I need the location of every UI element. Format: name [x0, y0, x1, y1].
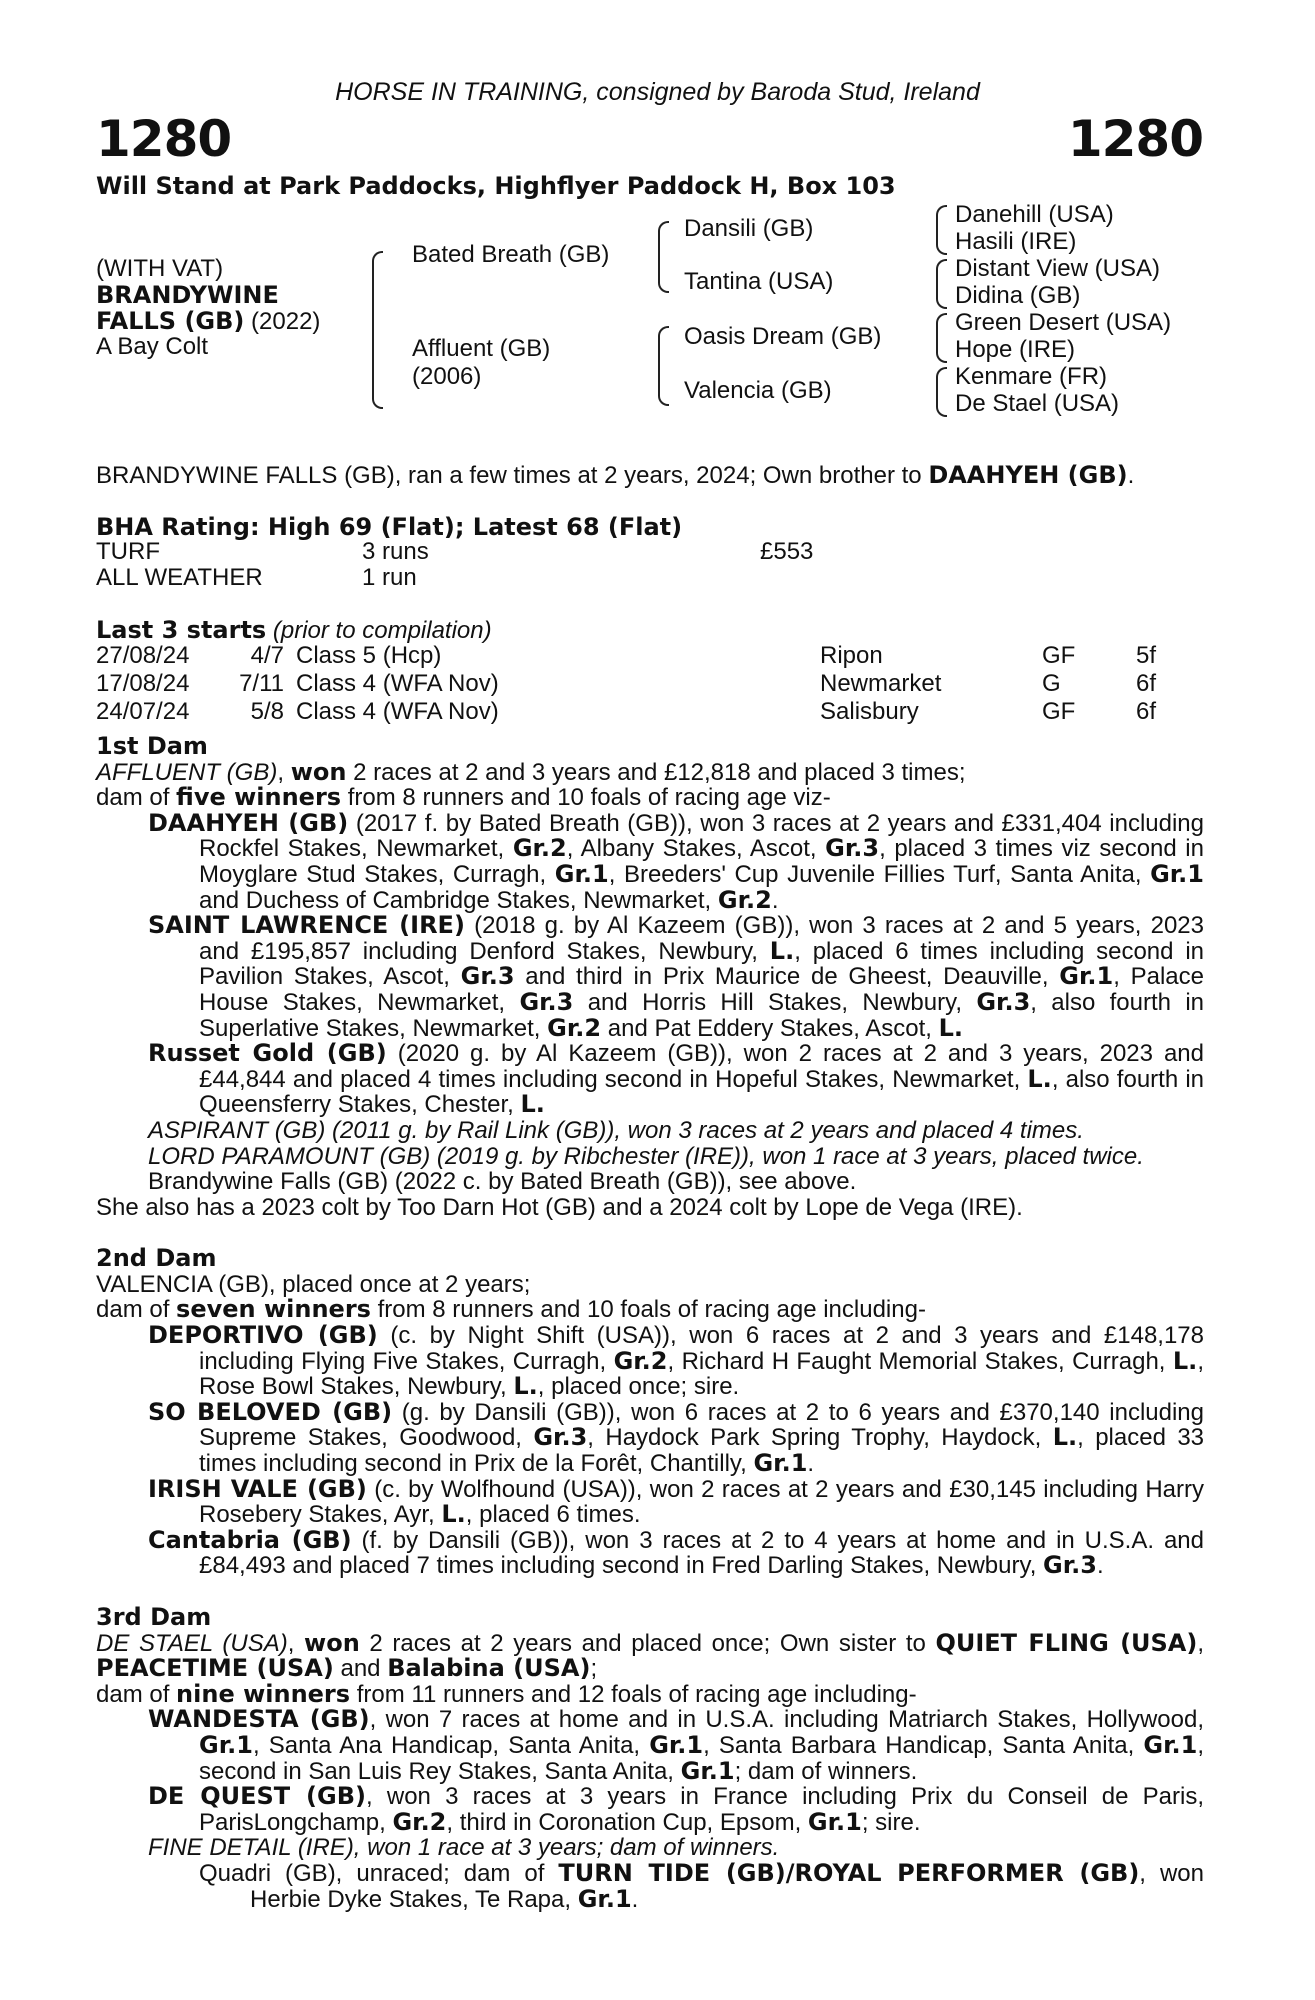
family-section [96, 734, 1204, 1912]
last-starts-title: Last 3 starts (prior to compilation) [96, 616, 492, 644]
table-row: 24/07/24 5/8 Class 4 (WFA Nov) Salisbury GF 6f [96, 698, 1157, 725]
brace-g1 [936, 205, 947, 255]
sire-dam: Tantina (USA) [684, 268, 834, 295]
produce-wandesta: WANDESTA (GB), won 7 races at home and in U.S.A. including Matriarch Stakes, Hollywood, Gr.1, Santa Ana Handicap, Santa Anita, Gr.1, Santa Barbara Handicap, Santa Anita, Gr.1, second in San Luis Rey Stakes, Santa Anita, Gr.1; dam of winners. [148, 1705, 1204, 1785]
brace-sire [658, 221, 669, 293]
dam-dam: Valencia (GB) [684, 377, 832, 404]
first-dam-produce: dam of five winners from 8 runners and 10 foals of racing age viz- [96, 783, 831, 812]
produce-irish-vale: IRISH VALE (GB) (c. by Wolfhound (USA)), won 2 races at 2 years and £30,145 including Harry Rosebery Stakes, Ayr, L., placed 6 times. [148, 1474, 1204, 1529]
brace-g4 [936, 367, 947, 417]
rating-row-aw: ALL WEATHER [96, 564, 263, 591]
sire: Bated Breath (GB) [412, 241, 610, 268]
produce-saint-lawrence: SAINT LAWRENCE (IRE) (2018 g. by Al Kazeem (GB)), won 3 races at 2 and 5 years, 2023 and £195,857 including Denford Stakes, Newbury, L., placed 6 times including second in Pavilion Stakes, Ascot, Gr.3 and third in Prix Maurice de Gheest, Deauville, Gr.1, Palace House Stakes, Newmarket, Gr.3 and Horris Hill Stakes, Newbury, Gr.3, also fourth in Superlative Stakes, Newmarket, Gr.2 and Pat Eddery Stakes, Ascot, L. [148, 911, 1205, 1042]
produce-deportivo: DEPORTIVO (GB) (c. by Night Shift (USA)), won 6 races at 2 and 3 years and £148,178 including Flying Five Stakes, Curragh, Gr.2, Richard H Faught Memorial Stakes, Curragh, L., Rose Bowl Stakes, Newbury, L., placed once; sire. [148, 1321, 1205, 1401]
foaled-year: (2022) [244, 308, 321, 335]
second-dam-line: VALENCIA (GB), placed once at 2 years; [96, 1270, 531, 1298]
turf-runs: 3 runs [362, 538, 429, 565]
aw-runs: 1 run [362, 564, 417, 591]
grandparent-3: Distant View (USA) [955, 255, 1160, 282]
own-brother-name: DAAHYEH (GB) [928, 461, 1128, 489]
dam-year: (2006) [412, 363, 482, 390]
grandparent-4: Didina (GB) [955, 282, 1081, 309]
grandparent-5: Green Desert (USA) [955, 309, 1172, 336]
brace-g3 [936, 313, 947, 363]
produce-daahyeh: DAAHYEH (GB) (2017 f. by Bated Breath (GB)), won 3 races at 2 years and £331,404 including Rockfel Stakes, Newmarket, Gr.2, Albany Stakes, Ascot, Gr.3, placed 3 times viz second in Moyglare Stud Stakes, Curragh, Gr.1, Breeders' Cup Juvenile Fillies Turf, Santa Anita, Gr.1 and Duchess of Cambridge Stakes, Newmarket, Gr.2. [148, 808, 1204, 914]
third-dam-line: DE STAEL (USA), won 2 races at 2 years and placed once; Own sister to QUIET FLING (USA), PEACETIME (USA) and Balabina (USA); [96, 1628, 1205, 1683]
produce-russet-gold: Russet Gold (GB) (2020 g. by Al Kazeem (GB)), won 2 races at 2 and 3 years, 2023 and £44,844 and placed 4 times including second in Hopeful Stakes, Newmarket, L., also fourth in Queensferry Stakes, Chester, L. [148, 1039, 1204, 1119]
turf-earnings: £553 [760, 538, 814, 565]
table-row: 27/08/24 4/7 Class 5 (Hcp) Ripon GF 5f [96, 642, 1157, 669]
grandparent-6: Hope (IRE) [955, 336, 1076, 363]
third-dam-produce: dam of nine winners from 11 runners and 12 foals of racing age including- [96, 1679, 917, 1708]
surface: TURF [96, 538, 160, 565]
grandparent-1: Danehill (USA) [955, 201, 1114, 228]
sire-sire: Dansili (GB) [684, 215, 814, 242]
lot-number-right: 1280 [1067, 110, 1203, 168]
third-dam-heading: 3rd Dam [96, 1603, 212, 1631]
produce-quadri: Quadri (GB), unraced; dam of TURN TIDE (GB)/ROYAL PERFORMER (GB), won Herbie Dyke Stakes, Te Rapa, Gr.1. [199, 1858, 1204, 1913]
produce-de-quest: DE QUEST (GB), won 3 races at 3 years in France including Prix du Conseil de Paris, ParisLongchamp, Gr.2, third in Coronation Cup, Epsom, Gr.1; sire. [148, 1782, 1204, 1836]
produce-cantabria: Cantabria (GB) (f. by Dansili (GB)), won 3 races at 2 to 4 years at home and in U.S.A. and £84,493 and placed 7 times including second in Fred Darling Stakes, Newbury, Gr.3. [148, 1525, 1205, 1580]
second-dam-heading: 2nd Dam [96, 1244, 217, 1273]
produce-aspirant: ASPIRANT (GB) (2011 g. by Rail Link (GB)), won 3 races at 2 years and placed 4 times. [148, 1116, 1084, 1144]
table-row: 17/08/24 7/11 Class 4 (WFA Nov) Newmarket G 6f [96, 670, 1157, 697]
race-summary: BRANDYWINE FALLS (GB), ran a few times at 2 years, 2024; Own brother to DAAHYEH (GB). [96, 461, 1135, 489]
stable-location: Will Stand at Park Paddocks, Highflyer Paddock H, Box 103 [96, 172, 896, 200]
produce-note: She also has a 2023 colt by Too Darn Hot (GB) and a 2024 colt by Lope de Vega (IRE). [96, 1193, 1023, 1221]
lot-number-left: 1280 [96, 110, 232, 168]
grandparent-2: Hasili (IRE) [955, 228, 1077, 255]
last-starts-table [96, 642, 1156, 726]
grandparent-8: De Stael (USA) [955, 390, 1120, 417]
dam: Affluent (GB) [412, 335, 551, 362]
consignment-header: HORSE IN TRAINING, consigned by Baroda Stud, Ireland [335, 78, 980, 106]
horse-description: A Bay Colt [96, 333, 209, 360]
brace-dam [658, 326, 669, 406]
produce-brandywine-falls: Brandywine Falls (GB) (2022 c. by Bated Breath (GB)), see above. [148, 1168, 857, 1196]
produce-so-beloved: SO BELOVED (GB) (g. by Dansili (GB)), won 6 races at 2 to 6 years and £370,140 including Supreme Stakes, Goodwood, Gr.3, Haydock Park Spring Trophy, Haydock, L., placed 33 times including second in Prix de la Forêt, Chantilly, Gr.1. [148, 1397, 1205, 1478]
brace-parents [372, 251, 383, 409]
brace-g2 [936, 259, 947, 309]
first-dam-heading: 1st Dam [96, 732, 208, 760]
first-dam-line: AFFLUENT (GB), won 2 races at 2 and 3 years and £12,818 and placed 3 times; [96, 757, 966, 786]
produce-fine-detail: FINE DETAIL (IRE), won 1 race at 3 years; dam of winners. [148, 1834, 780, 1862]
rating-row-turf [96, 539, 160, 565]
bha-rating: BHA Rating: High 69 (Flat); Latest 68 (Flat) [96, 513, 683, 541]
horse-name-line2 [96, 308, 320, 335]
dam-sire: Oasis Dream (GB) [684, 323, 882, 350]
vat-note: (WITH VAT) [96, 255, 224, 282]
produce-lord-paramount: LORD PARAMOUNT (GB) (2019 g. by Ribchester (IRE)), won 1 race at 3 years, placed twice. [148, 1142, 1144, 1170]
second-dam-produce: dam of seven winners from 8 runners and 10 foals of racing age including- [96, 1295, 926, 1324]
horse-name: FALLS (GB) [96, 307, 245, 335]
grandparent-7: Kenmare (FR) [955, 363, 1108, 390]
horse-name-line1: BRANDYWINE [96, 281, 279, 309]
